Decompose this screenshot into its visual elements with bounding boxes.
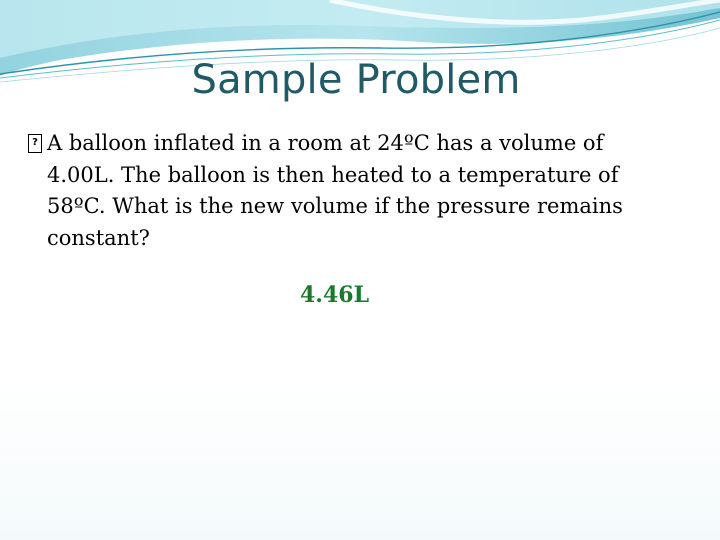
- slide-body: [28, 128, 668, 254]
- problem-text: A balloon inflated in a room at 24ºC has a volume of 4.00L. The balloon is then heated to a temperature of 58ºC. What is the new volume if the pressure remains constant?: [47, 131, 623, 250]
- slide-title: Sample Problem: [191, 57, 521, 103]
- answer-text: 4.46L: [300, 282, 370, 308]
- problem-bullet: [28, 128, 668, 254]
- missing-glyph-bullet-icon: ?: [28, 134, 42, 153]
